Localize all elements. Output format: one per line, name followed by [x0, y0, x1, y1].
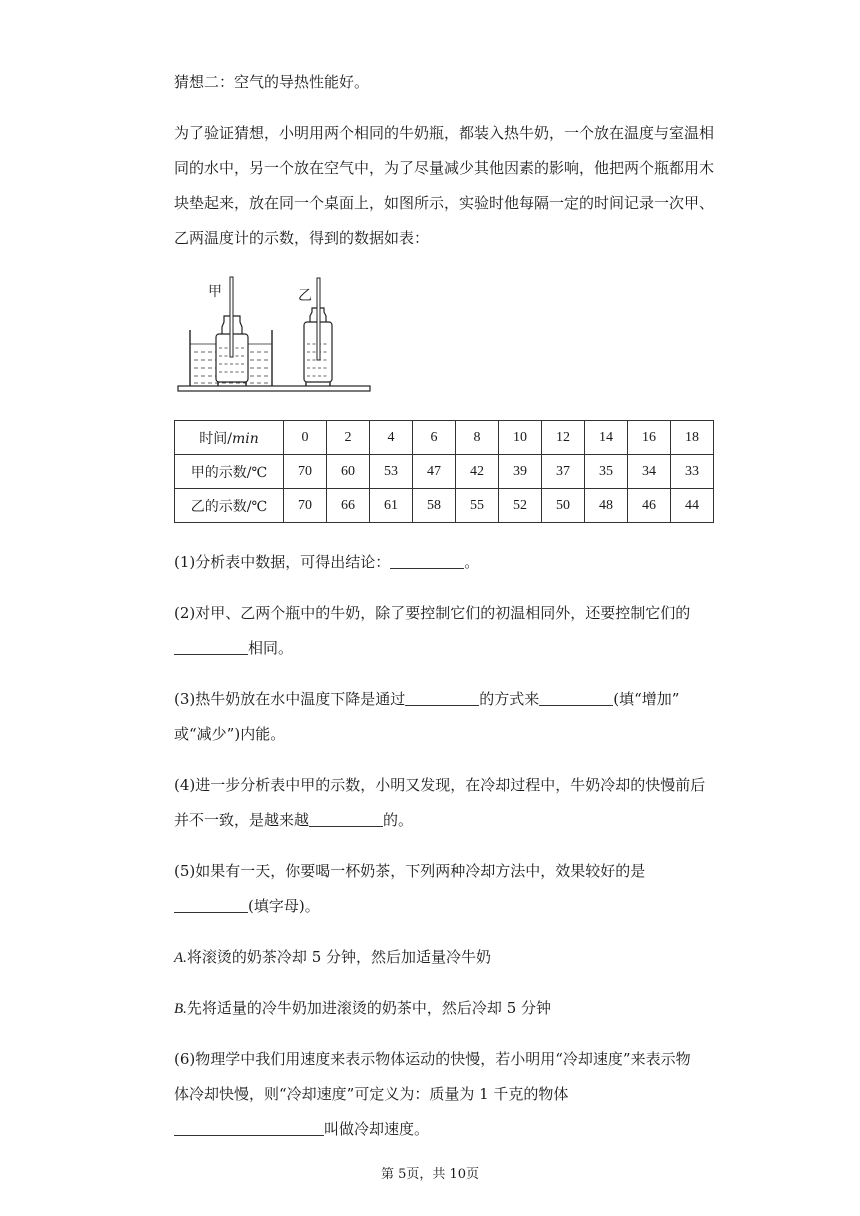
answer-blank-6[interactable] — [174, 1119, 324, 1136]
table-cell: 39 — [499, 455, 542, 489]
table-cell: 46 — [628, 489, 671, 523]
table-cell: 52 — [499, 489, 542, 523]
table-cell: 6 — [413, 421, 456, 455]
question-3-line-1: (3)热牛奶放在水中温度下降是通过 的方式来 (填“增加” — [174, 690, 680, 708]
time-header: 时间/min — [175, 421, 284, 455]
question-3-line-2: 或“减少”)内能。 — [174, 725, 286, 743]
table-cell: 0 — [284, 421, 327, 455]
option-b: B.先将适量的冷牛奶加进滚烫的奶茶中，然后冷却 5 分钟 — [174, 999, 552, 1017]
table-cell: 42 — [456, 455, 499, 489]
question-6-line-1: (6)物理学中我们用速度来表示物体运动的快慢，若小明用“冷却速度”来表示物 — [174, 1050, 691, 1068]
table-cell: 48 — [585, 489, 628, 523]
table-cell: 50 — [542, 489, 585, 523]
row-b-header: 乙的示数/℃ — [175, 489, 284, 523]
answer-blank-1[interactable] — [390, 552, 464, 569]
page-footer: 第 5页，共 10页 — [380, 1167, 480, 1182]
table-cell: 53 — [370, 455, 413, 489]
question-4-line-1: (4)进一步分析表中甲的示数，小明又发现，在冷却过程中，牛奶冷却的快慢前后 — [174, 776, 706, 794]
row-a-header: 甲的示数/℃ — [175, 455, 284, 489]
table-cell: 2 — [327, 421, 370, 455]
table-cell: 58 — [413, 489, 456, 523]
table-cell: 35 — [585, 455, 628, 489]
table-cell: 16 — [628, 421, 671, 455]
answer-blank-3a[interactable] — [405, 689, 479, 706]
table-cell: 70 — [284, 489, 327, 523]
table-cell: 70 — [284, 455, 327, 489]
table-row-time — [175, 421, 714, 455]
question-4-line-2: 并不一致，是越来越 的。 — [174, 811, 414, 829]
question-1: (1)分析表中数据，可得出结论： 。 — [174, 553, 480, 571]
answer-blank-5[interactable] — [174, 896, 248, 913]
label-yi: 乙 — [298, 288, 312, 304]
table-cell: 8 — [456, 421, 499, 455]
table-cell: 4 — [370, 421, 413, 455]
experiment-figure — [176, 272, 376, 397]
answer-blank-4[interactable] — [309, 810, 383, 827]
table-cell: 33 — [671, 455, 714, 489]
intro-line-4: 乙两温度计的示数，得到的数据如表： — [174, 229, 430, 247]
temperature-table — [174, 420, 714, 523]
question-2-line-2: 相同。 — [174, 637, 293, 659]
table-cell: 61 — [370, 489, 413, 523]
table-cell: 18 — [671, 421, 714, 455]
intro-line-1: 为了验证猜想，小明用两个相同的牛奶瓶，都装入热牛奶，一个放在温度与室温相 — [174, 124, 715, 142]
hypothesis-text: 猜想二：空气的导热性能好。 — [174, 73, 370, 91]
table-cell: 44 — [671, 489, 714, 523]
answer-blank-3b[interactable] — [539, 689, 613, 706]
table-cell: 37 — [542, 455, 585, 489]
table-cell: 14 — [585, 421, 628, 455]
question-5-line-2: (填字母)。 — [174, 895, 320, 917]
table-cell: 60 — [327, 455, 370, 489]
table-row-yi — [175, 489, 714, 523]
table-cell: 10 — [499, 421, 542, 455]
table-row-jia — [175, 455, 714, 489]
intro-line-3: 块垫起来，放在同一个桌面上，如图所示，实验时他每隔一定的时间记录一次甲、 — [174, 194, 715, 212]
table-cell: 47 — [413, 455, 456, 489]
table-cell: 55 — [456, 489, 499, 523]
option-a: A.将滚烫的奶茶冷却 5 分钟，然后加适量冷牛奶 — [174, 948, 492, 966]
question-6-line-2: 体冷却快慢，则“冷却速度”可定义为：质量为 1 千克的物体 — [174, 1085, 569, 1103]
table-cell: 12 — [542, 421, 585, 455]
intro-line-2: 同的水中，另一个放在空气中，为了尽量减少其他因素的影响，他把两个瓶都用木 — [174, 159, 715, 177]
label-jia: 甲 — [208, 284, 222, 300]
table-cell: 66 — [327, 489, 370, 523]
question-2-line-1: (2)对甲、乙两个瓶中的牛奶，除了要控制它们的初温相同外，还要控制它们的 — [174, 604, 691, 622]
question-6-line-3: 叫做冷却速度。 — [174, 1118, 429, 1140]
answer-blank-2[interactable] — [174, 638, 248, 655]
question-5-line-1: (5)如果有一天，你要喝一杯奶茶，下列两种冷却方法中，效果较好的是 — [174, 862, 646, 880]
table-cell: 34 — [628, 455, 671, 489]
